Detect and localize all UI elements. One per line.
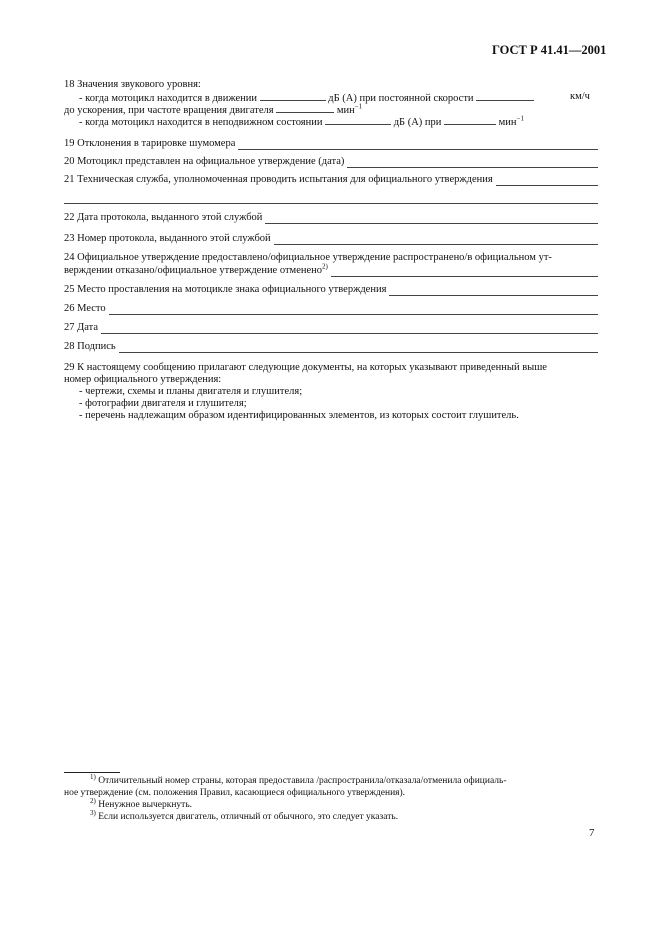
- footnote-1-line2: ное утверждение (см. положения Правил, касающиеся официального утверждения).: [64, 788, 406, 798]
- footnote-3-mark: 3): [90, 808, 96, 817]
- item-21: [64, 173, 598, 186]
- footnote-2-text: Ненужное вычеркнуть.: [98, 800, 193, 810]
- item-28: [64, 340, 598, 353]
- item-24-footnote-ref: 2): [322, 262, 328, 271]
- speed-unit: км/ч: [570, 91, 590, 102]
- stationary-noise-field[interactable]: [325, 115, 391, 125]
- item-24-line1: 24 Официальное утверждение предоставлено/официальное утверждение распространено/в официальном ут-: [64, 252, 552, 263]
- stationary-rpm-exp: −1: [516, 114, 524, 123]
- item-27-label: 27 Дата: [64, 322, 99, 333]
- item-22: [64, 211, 598, 224]
- item-25-label: 25 Место проставления на мотоцикле знака официального утверждения: [64, 284, 387, 295]
- item-23: [64, 232, 598, 245]
- footnote-3: [90, 808, 399, 823]
- footnote-3-text: Если используется двигатель, отличный от обычного, это следует указать.: [98, 812, 399, 822]
- item-24-field[interactable]: [331, 267, 598, 277]
- item-19-field[interactable]: [238, 140, 598, 150]
- item-21-field-continuation[interactable]: [64, 203, 598, 204]
- footnote-2-mark: 2): [90, 796, 96, 805]
- item-21-label: 21 Техническая служба, уполномоченная проводить испытания для официального утверждения: [64, 174, 493, 185]
- accel-label: до ускорения, при частоте вращения двигателя: [64, 105, 274, 116]
- item-22-field[interactable]: [265, 214, 598, 224]
- item-18-stationary: [79, 115, 524, 129]
- speed-field[interactable]: [476, 91, 534, 101]
- item-25: [64, 283, 598, 296]
- item-18-title: 18 Значения звукового уровня:: [64, 79, 201, 90]
- rpm-unit: мин: [336, 105, 355, 116]
- item-29-bullet: - чертежи, схемы и планы двигателя и глушителя;: [79, 386, 303, 397]
- item-27-field[interactable]: [101, 324, 598, 334]
- rpm-exp: −1: [354, 102, 363, 111]
- item-27: [64, 321, 598, 334]
- item-19: [64, 137, 598, 150]
- stationary-rpm-field[interactable]: [444, 115, 496, 125]
- item-26-field[interactable]: [109, 305, 598, 315]
- item-25-field[interactable]: [389, 286, 598, 296]
- page-header: ГОСТ Р 41.41—2001: [492, 43, 607, 57]
- item-29-line1: 29 К настоящему сообщению прилагают следующие документы, на которых указывают приведенный выше: [64, 362, 547, 373]
- moving-noise-field[interactable]: [260, 91, 326, 101]
- item-18-moving-label: - когда мотоцикл находится в движении: [79, 93, 258, 104]
- item-21-field[interactable]: [496, 176, 598, 186]
- item-20-field[interactable]: [347, 158, 598, 168]
- page-number: 7: [589, 827, 595, 839]
- item-24-label: [64, 262, 328, 277]
- item-20-label: 20 Мотоцикл представлен на официальное утверждение (дата): [64, 156, 345, 167]
- item-23-field[interactable]: [274, 235, 598, 245]
- item-23-label: 23 Номер протокола, выданного этой службой: [64, 233, 271, 244]
- item-20: [64, 155, 598, 168]
- stationary-unit: дБ (А) при: [393, 117, 442, 128]
- item-29-bullet: - перечень надлежащим образом идентифицированных элементов, из которых состоит глушитель.: [79, 410, 519, 421]
- item-29-bullet: - фотографии двигателя и глушителя;: [79, 398, 247, 409]
- footnote-1-mark: 1): [90, 772, 96, 781]
- item-26-label: 26 Место: [64, 303, 106, 314]
- stationary-label: - когда мотоцикл находится в неподвижном состоянии: [79, 117, 323, 128]
- item-28-field[interactable]: [119, 343, 598, 353]
- item-26: [64, 302, 598, 315]
- item-22-label: 22 Дата протокола, выданного этой службой: [64, 212, 263, 223]
- item-24-label-text: верждении отказано/официальное утверждение отменено: [64, 265, 322, 276]
- footnote-2: [90, 796, 193, 811]
- footnote-1-line1: [90, 772, 507, 787]
- rpm-field[interactable]: [276, 103, 334, 113]
- item-24: [64, 264, 598, 277]
- item-19-label: 19 Отклонения в тарировке шумомера: [64, 138, 236, 149]
- moving-unit: дБ (А) при постоянной скорости: [328, 93, 474, 104]
- stationary-rpm-unit: мин: [498, 117, 517, 128]
- footnote-1-text: Отличительный номер страны, которая предоставила /распространила/отказала/отменила официаль-: [98, 776, 507, 786]
- item-29-line2: номер официального утверждения:: [64, 374, 222, 385]
- item-28-label: 28 Подпись: [64, 341, 116, 352]
